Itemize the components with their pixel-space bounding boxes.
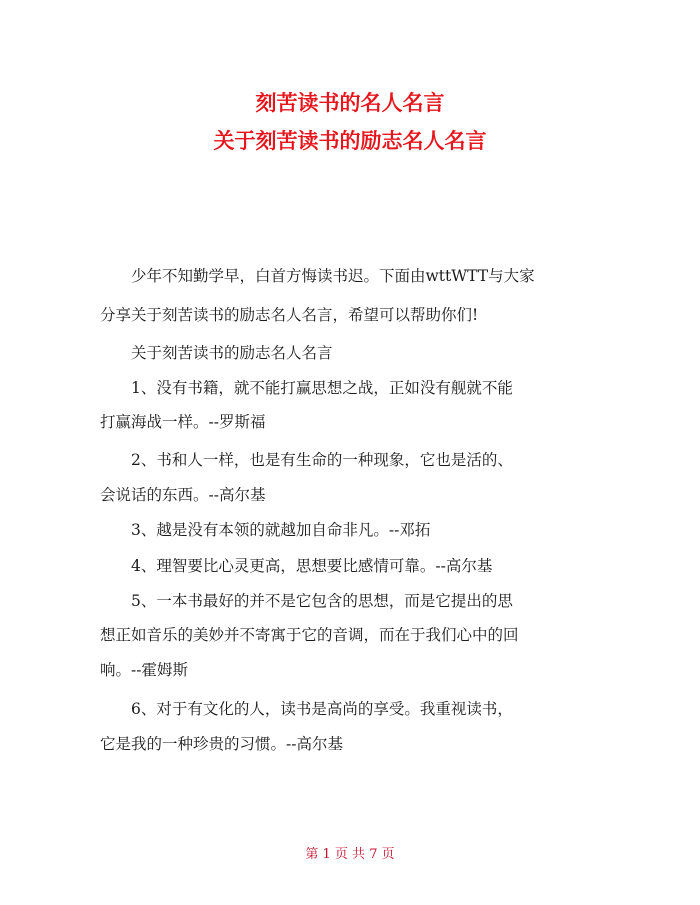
quote-line: 6、对于有文化的人，读书是高尚的享受。我重视读书， — [100, 700, 513, 718]
section-heading: 关于刻苦读书的励志名人名言 — [100, 344, 333, 362]
page-number-footer: 第 1 页 共 7 页 — [305, 847, 395, 862]
paragraph-line: 分享关于刻苦读书的励志名人名言，希望可以帮助你们! — [100, 306, 479, 324]
quote-line: 响。--霍姆斯 — [100, 661, 188, 679]
quote-line: 4、理智要比心灵更高，思想要比感情可靠。--高尔基 — [100, 557, 493, 575]
quote-line: 会说话的东西。--高尔基 — [100, 486, 266, 504]
document-title: 刻苦读书的名人名言 — [255, 91, 445, 115]
quote-line: 想正如音乐的美妙并不寄寓于它的音调，而在于我们心中的回 — [100, 626, 519, 644]
quote-line: 它是我的一种珍贵的习惯。--高尔基 — [100, 735, 343, 753]
quote-line: 打赢海战一样。--罗斯福 — [100, 413, 266, 431]
quote-line: 2、书和人一样，也是有生命的一种现象，它也是活的、 — [100, 451, 513, 469]
quote-line: 1、没有书籍，就不能打赢思想之战，正如没有舰就不能 — [100, 379, 513, 397]
paragraph-line: 少年不知勤学早，白首方悔读书迟。下面由wttWTT与大家 — [100, 267, 535, 285]
quote-line: 5、一本书最好的并不是它包含的思想，而是它提出的思 — [100, 592, 513, 610]
document-subtitle: 关于刻苦读书的励志名人名言 — [213, 129, 487, 153]
quote-line: 3、越是没有本领的就越加自命非凡。--邓拓 — [100, 521, 431, 539]
